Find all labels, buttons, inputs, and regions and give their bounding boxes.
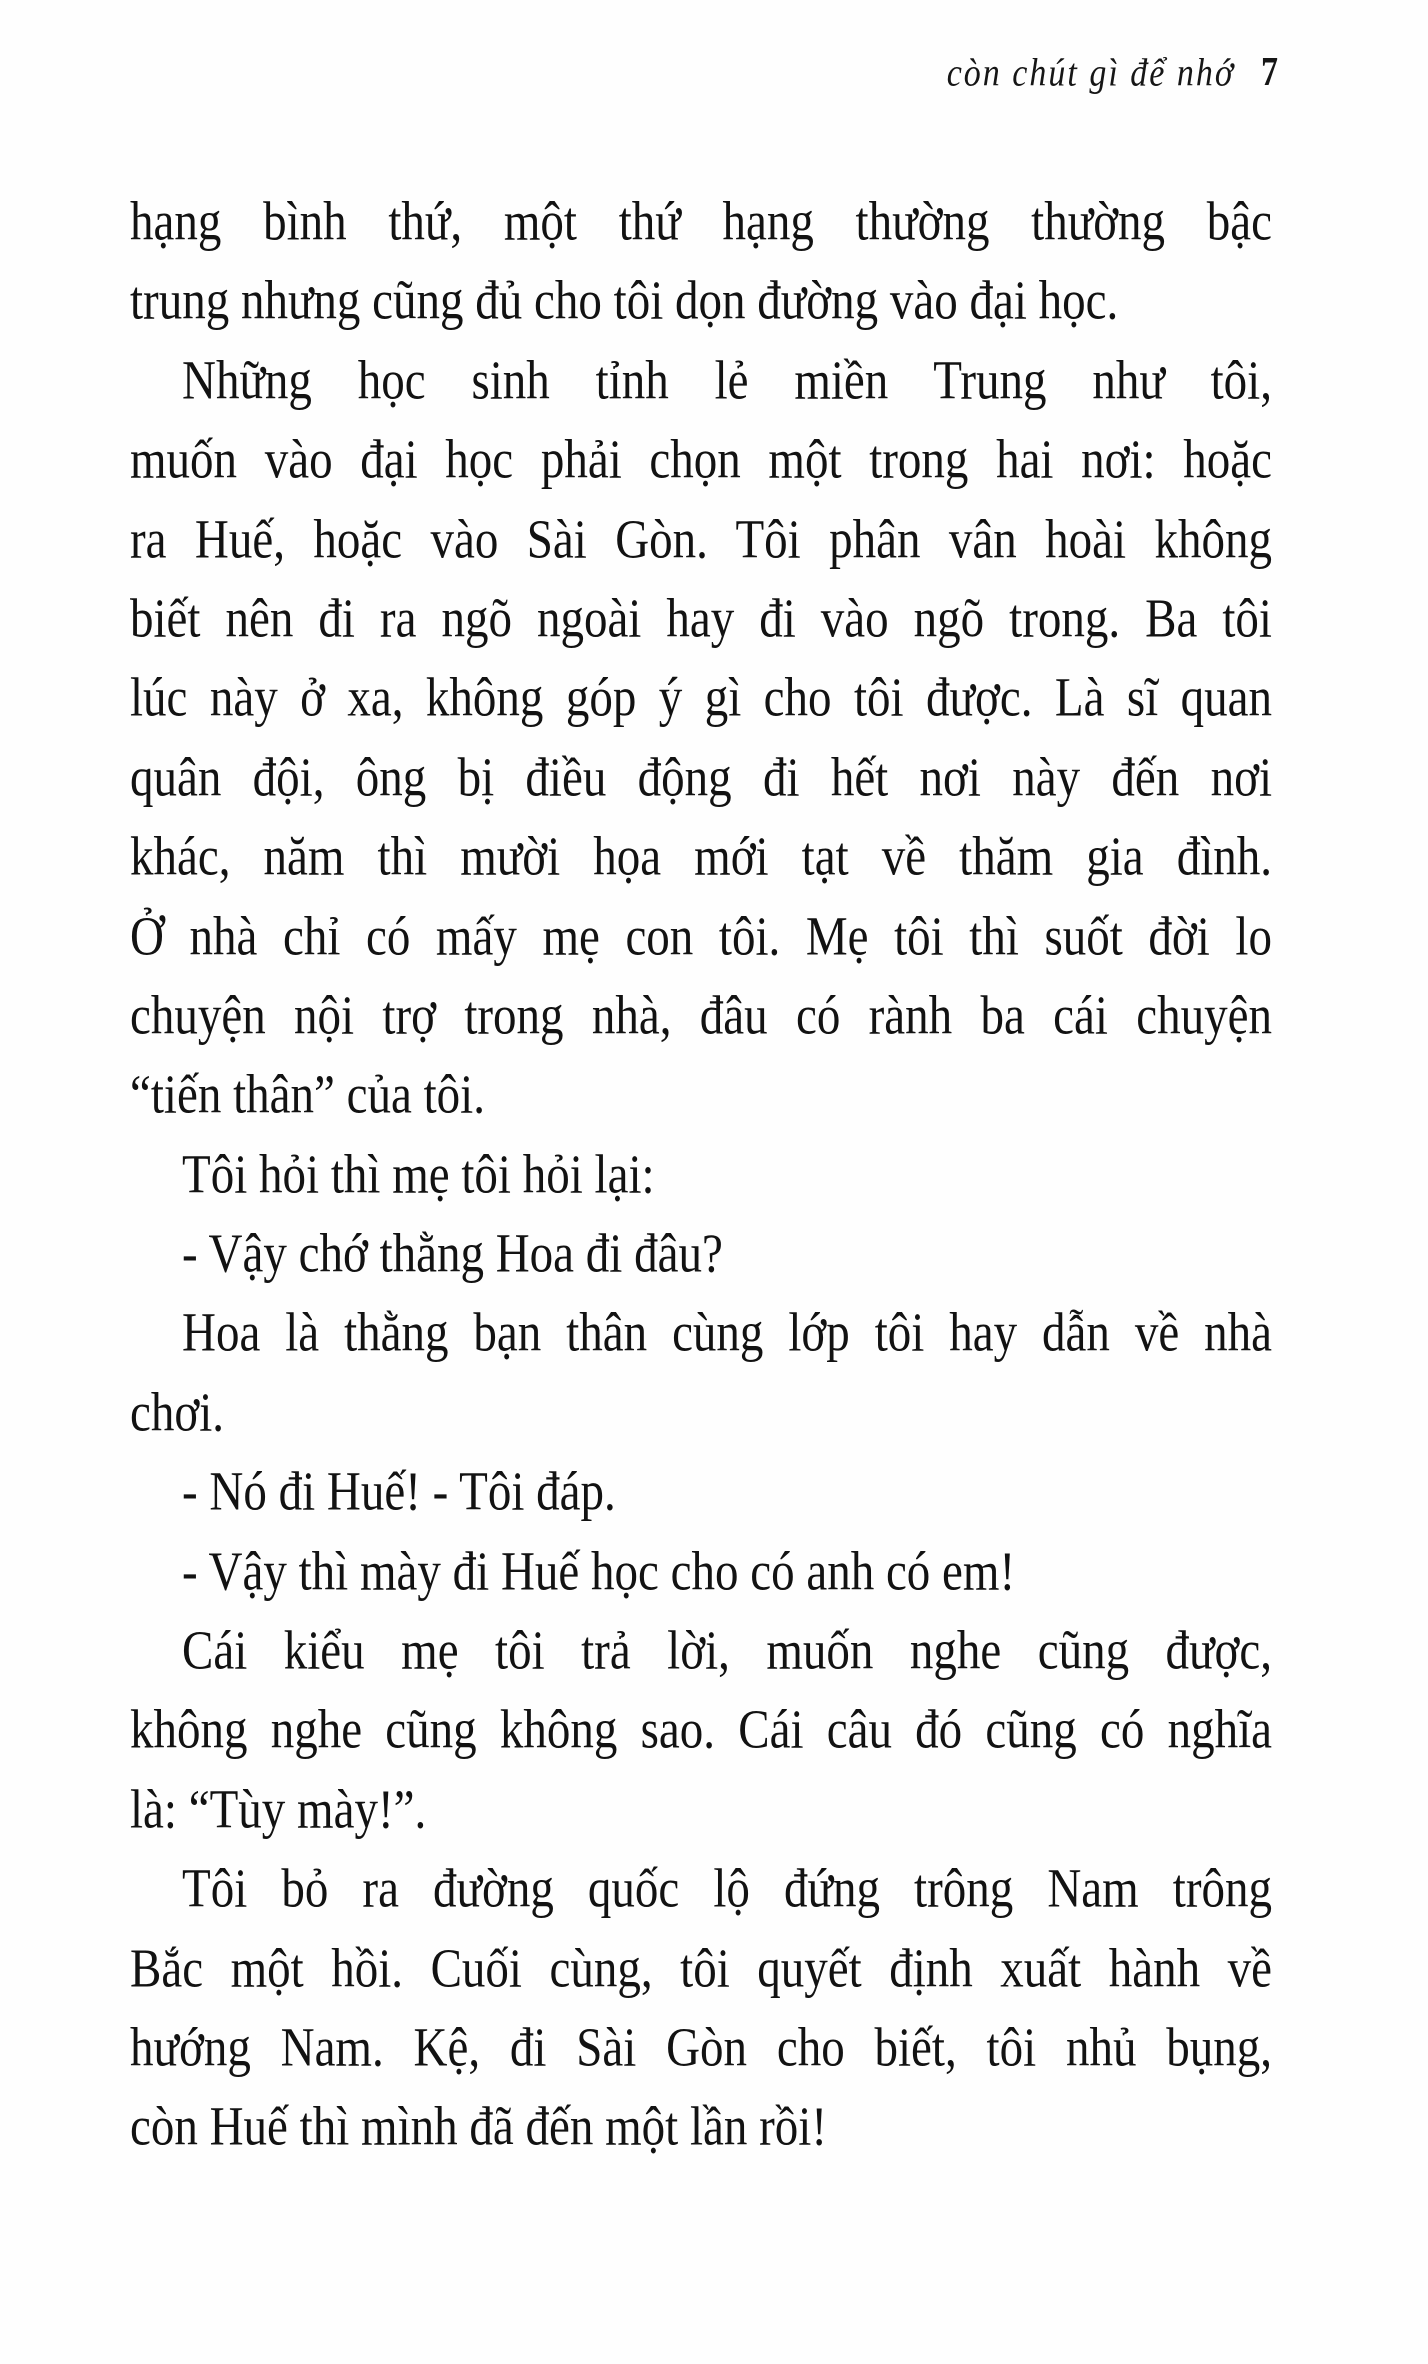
line-text: trung nhưng cũng đủ cho tôi dọn đường vào đại học.	[130, 271, 1119, 332]
running-header	[860, 50, 1280, 102]
line-text: còn Huế thì mình đã đến một lần rồi!	[130, 2097, 828, 2158]
text-line	[130, 1050, 1272, 1142]
line-text: biết nên đi ra ngõ ngoài hay đi vào ngõ trong. Ba tôi	[130, 589, 1272, 650]
line-text: hướng Nam. Kệ, đi Sài Gòn cho biết, tôi nhủ bụng,	[130, 2018, 1272, 2079]
line-text: Bắc một hồi. Cuối cùng, tôi quyết định xuất hành về	[130, 1938, 1272, 2000]
line-text: quân đội, ông bị điều động đi hết nơi này đến nơi	[130, 747, 1272, 809]
text-line	[130, 1686, 1272, 1778]
text-line	[130, 495, 1272, 587]
text-line	[130, 2082, 1272, 2174]
line-text: - Vậy thì mày đi Huế học cho có anh có em!	[182, 1541, 1016, 1603]
running-header-title: còn chút gì để nhớ	[946, 52, 1235, 95]
line-text: hạng bình thứ, một thứ hạng thường thường bậc	[130, 192, 1272, 253]
line-text: lúc này ở xa, không góp ý gì cho tôi được. Là sĩ quan	[130, 668, 1272, 729]
body-text	[130, 186, 1272, 2171]
text-line	[130, 812, 1272, 904]
line-text: chơi.	[130, 1383, 225, 1444]
line-text: Ở nhà chỉ có mấy mẹ con tôi. Mẹ tôi thì suốt đời lo	[130, 906, 1272, 968]
line-text: Tôi bỏ ra đường quốc lộ đứng trông Nam trông	[182, 1859, 1272, 1920]
line-text: - Nó đi Huế! - Tôi đáp.	[182, 1462, 616, 1523]
line-text: không nghe cũng không sao. Cái câu đó cũng có nghĩa	[130, 1700, 1272, 1761]
line-text: Cái kiểu mẹ tôi trả lời, muốn nghe cũng được,	[182, 1621, 1272, 1682]
line-text: là: “Tùy mày!”.	[130, 1780, 427, 1841]
line-text: khác, năm thì mười họa mới tạt về thăm gia đình.	[130, 827, 1272, 888]
text-line	[130, 1924, 1272, 2016]
text-line	[130, 1289, 1272, 1381]
text-line	[130, 415, 1272, 507]
line-text: ra Huế, hoặc vào Sài Gòn. Tôi phân vân hoài không	[130, 509, 1272, 571]
line-text: chuyện nội trợ trong nhà, đâu có rành ba cái chuyện	[130, 986, 1272, 1047]
line-text: muốn vào đại học phải chọn một trong hai nơi: hoặc	[130, 430, 1272, 491]
text-line	[130, 653, 1272, 745]
text-line	[130, 256, 1272, 348]
text-line	[130, 1130, 1272, 1222]
text-line	[130, 1447, 1272, 1539]
text-line	[130, 892, 1272, 984]
line-text: Tôi hỏi thì mẹ tôi hỏi lại:	[182, 1144, 655, 1206]
line-text: Hoa là thằng bạn thân cùng lớp tôi hay dẫn về nhà	[182, 1303, 1272, 1364]
line-text: - Vậy chớ thằng Hoa đi đâu?	[182, 1224, 723, 1285]
line-text: Những học sinh tỉnh lẻ miền Trung như tôi,	[182, 350, 1272, 412]
line-text: “tiến thân” của tôi.	[130, 1065, 485, 1126]
page-number: 7	[1261, 50, 1280, 95]
text-line	[130, 1844, 1272, 1936]
text-line	[130, 1527, 1272, 1619]
